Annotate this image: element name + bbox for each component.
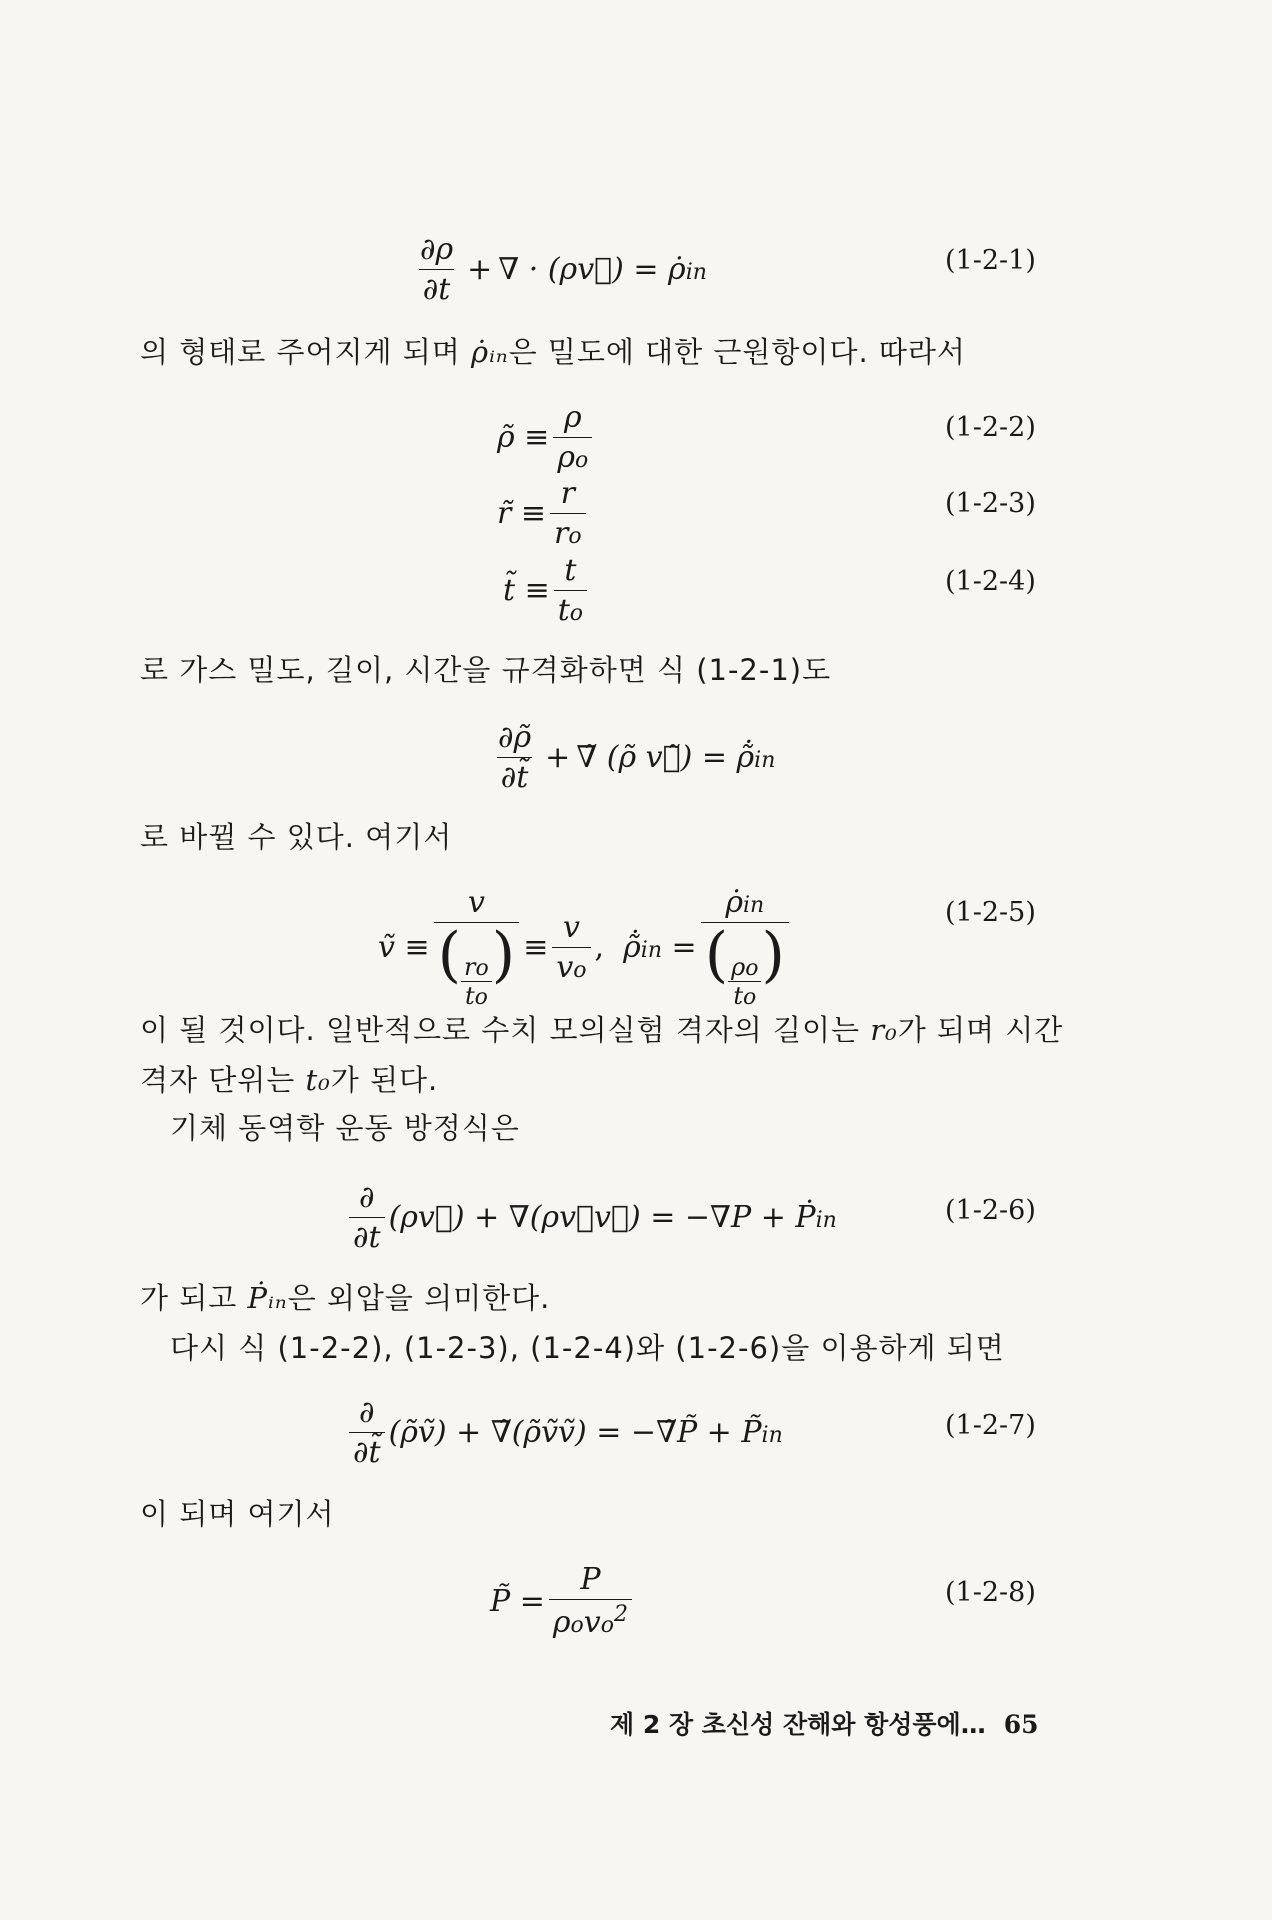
equation-1-2-8: P̃ = $\frac{P}{\rho ovo^2}$: [490, 1562, 636, 1640]
paragraph: 가 되고 Ṗᵢₙ은 외압을 의미한다.: [140, 1281, 551, 1315]
equation-number: (1-2-7): [945, 1410, 1036, 1441]
equation-normalized-continuity: $\frac{\partial\rhõ}{\partial t̃}$ + ∇̃ (ρ̃ v⃗̃) = ρ̃̇in: [498, 720, 776, 795]
equation-number: (1-2-1): [945, 245, 1036, 276]
equation-number: (1-2-8): [945, 1577, 1036, 1608]
paragraph: 격자 단위는 t₀가 된다.: [140, 1063, 439, 1097]
paragraph: 다시 식 (1-2-2), (1-2-3), (1-2-4)와 (1-2-6)을 이용하게 되면: [170, 1331, 1005, 1365]
equation-number: (1-2-3): [945, 488, 1036, 519]
equation-1-2-4: t̃ ≡ $\frac{t}{to}$: [503, 553, 591, 628]
chapter-title: 제 2 장 초신성 잔해와 항성풍에…: [610, 1710, 986, 1739]
paragraph: 의 형태로 주어지게 되며 ρ̇ᵢₙ은 밀도에 대한 근원항이다. 따라서: [140, 335, 966, 369]
paragraph: 로 가스 밀도, 길이, 시간을 규격화하면 식 (1-2-1)도: [140, 653, 832, 687]
paragraph: 이 될 것이다. 일반적으로 수치 모의실험 격자의 길이는 r₀가 되며 시간: [140, 1013, 1064, 1047]
equation-1-2-6: $\frac{\partial}{\partial t}$ (ρv⃗) + ∇(ρv⃗v⃗) = −∇P + Ṗin: [345, 1180, 837, 1255]
equation-number: (1-2-5): [945, 897, 1036, 928]
equation-number: (1-2-4): [945, 566, 1036, 597]
equation-1-2-7: $\frac{\partial}{\partial t̃}$ (ρ̃ṽ) + ∇̃(ρ̃ṽṽ) = −∇̃P̃ + P̃in: [345, 1395, 783, 1470]
page-footer: [610, 1705, 1039, 1741]
equation-1-2-1: $\frac{\partial\rho}{\partial t}$ + ∇ · (ρv⃗) = ρ̇in: [420, 232, 707, 307]
equation-1-2-3: r̃ ≡ $\frac{r}{ro}$: [497, 476, 590, 551]
page-number: 65: [1003, 1710, 1039, 1739]
equation-number: (1-2-6): [945, 1195, 1036, 1226]
paragraph: 기체 동역학 운동 방정식은: [170, 1111, 520, 1145]
equation-1-2-2: ρ̃ ≡ $\frac{\rho}{\rho o}$: [497, 400, 596, 475]
equation-1-2-5: ṽ ≡ v ( $\frac{ro}{to}$ ) ≡ $\frac{v}{vo}$ , ρ̃̇in = ρ̇in ( $\frac{\rho o}{to}$ ): [378, 885, 793, 1010]
paragraph: 로 바뀔 수 있다. 여기서: [140, 820, 453, 854]
equation-number: (1-2-2): [945, 412, 1036, 443]
paragraph: 이 되며 여기서: [140, 1497, 335, 1531]
